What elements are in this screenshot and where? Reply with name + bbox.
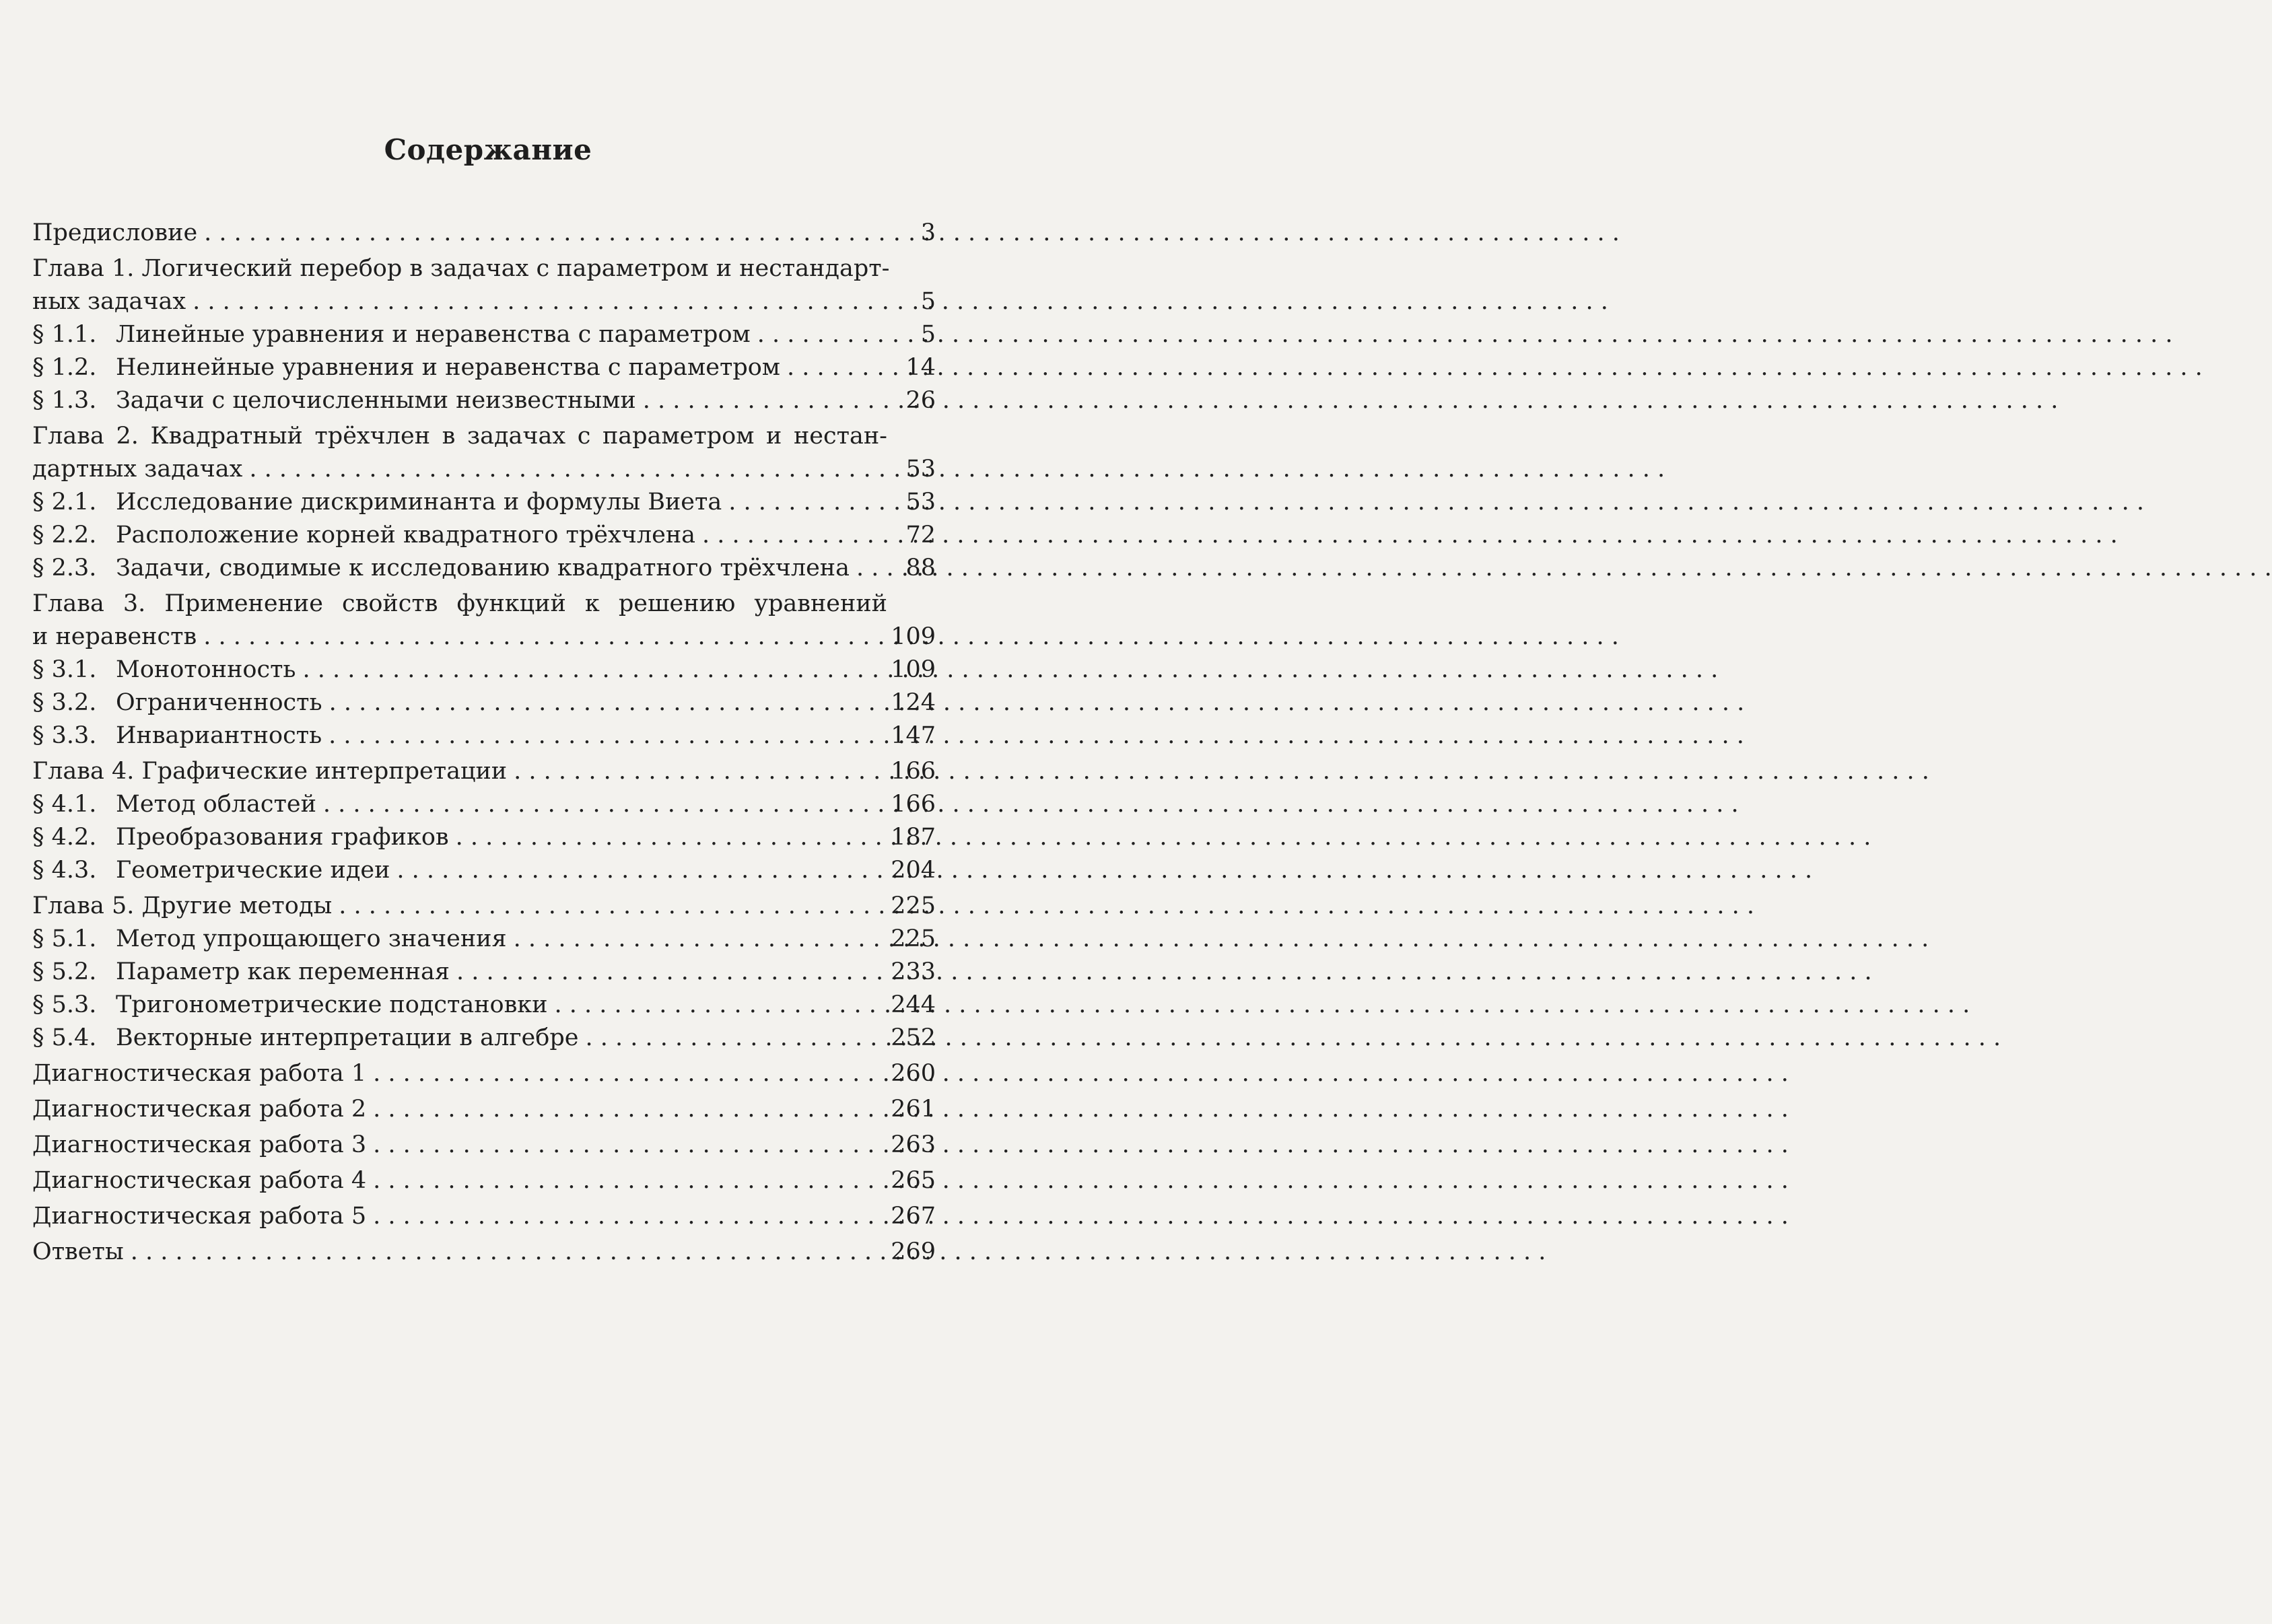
dot-leader [366,1164,889,1197]
toc-entry [32,1057,936,1090]
toc-entry-row [32,654,936,686]
toc-entry [32,351,936,384]
dot-leader [390,854,889,887]
section-title: Линейные уравнения и неравенства с параметром [116,321,751,348]
chapter-title: Диагностическая работа 1 [32,1060,367,1087]
toc-page-number: 166 [891,758,936,785]
dot-leader [332,890,889,923]
toc-entry [32,890,936,923]
section-title: Ограниченность [116,689,322,716]
toc-entry-row [32,217,936,250]
toc-entry-row [32,621,936,654]
toc-entry-title-line2: ных задачах [32,288,186,315]
section-number: § 3.2. [32,689,97,716]
toc-page-number: 109 [891,656,936,683]
chapter-title: Диагностическая работа 4 [32,1167,367,1194]
toc-page-number: 204 [891,857,936,884]
dot-leader [449,821,889,854]
section-number: § 1.3. [32,387,97,414]
toc-page-number: 269 [891,1238,936,1265]
toc-entry-row [32,285,936,318]
section-number: § 5.3. [32,991,97,1018]
section-title: Задачи с целочисленными неизвестными [116,387,636,414]
chapter-title: Диагностическая работа 2 [32,1096,367,1123]
toc-entry-row [32,1093,936,1126]
dot-leader [695,519,889,552]
toc-entry [32,384,936,417]
section-title: Параметр как переменная [116,958,450,985]
toc-entry [32,1129,936,1162]
toc-entry [32,1164,936,1197]
toc-entry-row [32,854,936,887]
section-title: Геометрические идеи [116,857,390,884]
section-number: § 5.2. [32,958,97,985]
toc-entry [32,252,936,318]
section-number: § 2.3. [32,555,97,581]
toc-entry [32,1236,936,1269]
toc-entry-title-line1: Глава 3. Применение свойств функций к решению уравнений [32,590,887,617]
toc-entry-title-line1: Глава 1. Логический перебор в задачах с параметром и нестандарт- [32,255,890,282]
toc-entry-row [32,453,936,486]
toc-entry [32,588,936,654]
dot-leader [507,923,889,956]
toc-entry-row [32,1022,936,1055]
toc-page-number: 233 [891,958,936,985]
toc-entry [32,1022,936,1055]
dot-leader [366,1200,889,1233]
toc-page-number: 147 [891,722,936,749]
toc-entry-row [32,956,936,989]
toc-entry-row [32,890,936,923]
toc-page-number: 5 [920,288,936,315]
section-number: § 4.2. [32,824,97,851]
toc-page-number: 14 [905,354,936,381]
toc-entry-row [32,1236,936,1269]
dot-leader [197,621,889,654]
chapter-title: Диагностическая работа 5 [32,1203,367,1230]
section-title: Метод областей [116,791,316,818]
document-page [0,0,1010,1624]
toc-entry-title-line2: дартных задачах [32,456,243,483]
section-title: Расположение корней квадратного трёхчлена [116,522,696,549]
toc-entry [32,654,936,686]
toc-entry-row [32,519,936,552]
dot-leader [507,755,889,788]
dot-leader [322,719,889,752]
section-title: Тригонометрические подстановки [116,991,548,1018]
section-number: § 3.3. [32,722,97,749]
dot-leader [322,686,889,719]
toc-entry-title-line2: и неравенств [32,623,197,650]
toc-page-number: 265 [891,1167,936,1194]
dot-leader [186,285,889,318]
dot-leader [850,552,889,585]
toc-entry [32,1200,936,1233]
toc-page-number: 53 [905,489,936,516]
toc-entry-row [32,989,936,1022]
toc-entry-row [32,1200,936,1233]
toc-entry-row [32,821,936,854]
toc-entry [32,318,936,351]
toc-page-number: 72 [905,522,936,549]
toc-entry [32,821,936,854]
section-number: § 3.1. [32,656,97,683]
toc-entry-row [32,351,936,384]
dot-leader [296,654,889,686]
toc-page-number: 263 [891,1131,936,1158]
section-title: Преобразования графиков [116,824,449,851]
toc-entry [32,755,936,788]
toc-entry [32,420,936,486]
toc-entry [32,923,936,956]
dot-leader [197,217,889,250]
toc-entry [32,519,936,552]
toc-entry [32,217,936,250]
dot-leader [636,384,889,417]
chapter-title: Диагностическая работа 3 [32,1131,367,1158]
toc-entry [32,719,936,752]
toc-entry [32,956,936,989]
toc-entry-row [32,788,936,821]
toc-entry-row [32,686,936,719]
section-title: Инвариантность [116,722,322,749]
toc-entry-row [32,552,936,585]
dot-leader [366,1057,889,1090]
section-title: Исследование дискриминанта и формулы Виета [116,489,722,516]
section-number: § 2.2. [32,522,97,549]
chapter-title: Глава 5. Другие методы [32,892,333,919]
toc-page-number: 244 [891,991,936,1018]
toc-page-number: 26 [905,387,936,414]
section-number: § 1.1. [32,321,97,348]
toc-entry [32,788,936,821]
toc-page-number: 261 [891,1096,936,1123]
section-number: § 5.4. [32,1024,97,1051]
toc-page-number: 3 [920,219,936,246]
section-number: § 4.1. [32,791,97,818]
toc-entry-row [32,719,936,752]
toc-entry [32,686,936,719]
chapter-title: Ответы [32,1238,124,1265]
toc-page-number: 260 [891,1060,936,1087]
toc-entry-row [32,755,936,788]
toc-entry-row [32,1164,936,1197]
toc-page-number: 109 [891,623,936,650]
toc-page-number: 225 [891,892,936,919]
toc-entry [32,486,936,519]
toc-page-number: 187 [891,824,936,851]
section-number: § 4.3. [32,857,97,884]
dot-leader [548,989,889,1022]
dot-leader [124,1236,889,1269]
toc-page-number: 88 [905,555,936,581]
toc-entry-title-line1: Глава 2. Квадратный трёхчлен в задачах с параметром и нестан- [32,423,887,450]
toc-page-number: 267 [891,1203,936,1230]
toc-entry-row [32,1129,936,1162]
chapter-title: Глава 4. Графические интерпретации [32,758,508,785]
chapter-title: Предисловие [32,219,198,246]
dot-leader [780,351,889,384]
dot-leader [242,453,889,486]
section-number: § 2.1. [32,489,97,516]
toc-entry [32,552,936,585]
section-number: § 5.1. [32,925,97,952]
toc-page-number: 225 [891,925,936,952]
page-title: Содержание [384,133,592,166]
dot-leader [751,318,889,351]
section-number: § 1.2. [32,354,97,381]
toc-page-number: 124 [891,689,936,716]
toc-entry-row [32,486,936,519]
dot-leader [316,788,889,821]
toc-page-number: 166 [891,791,936,818]
dot-leader [722,486,889,519]
toc-entry-row [32,318,936,351]
section-title: Векторные интерпретации в алгебре [116,1024,579,1051]
section-title: Задачи, сводимые к исследованию квадратного трёхчлена [116,555,850,581]
table-of-contents [32,217,936,1269]
dot-leader [450,956,889,989]
section-title: Метод упрощающего значения [116,925,507,952]
toc-entry-row [32,1057,936,1090]
toc-page-number: 5 [920,321,936,348]
dot-leader [578,1022,889,1055]
toc-entry [32,1093,936,1126]
toc-entry [32,854,936,887]
toc-page-number: 252 [891,1024,936,1051]
section-title: Нелинейные уравнения и неравенства с параметром [116,354,781,381]
toc-entry-row [32,384,936,417]
toc-page-number: 53 [905,456,936,483]
toc-entry-row [32,923,936,956]
dot-leader [366,1093,889,1126]
toc-entry [32,989,936,1022]
dot-leader [366,1129,889,1162]
section-title: Монотонность [116,656,296,683]
